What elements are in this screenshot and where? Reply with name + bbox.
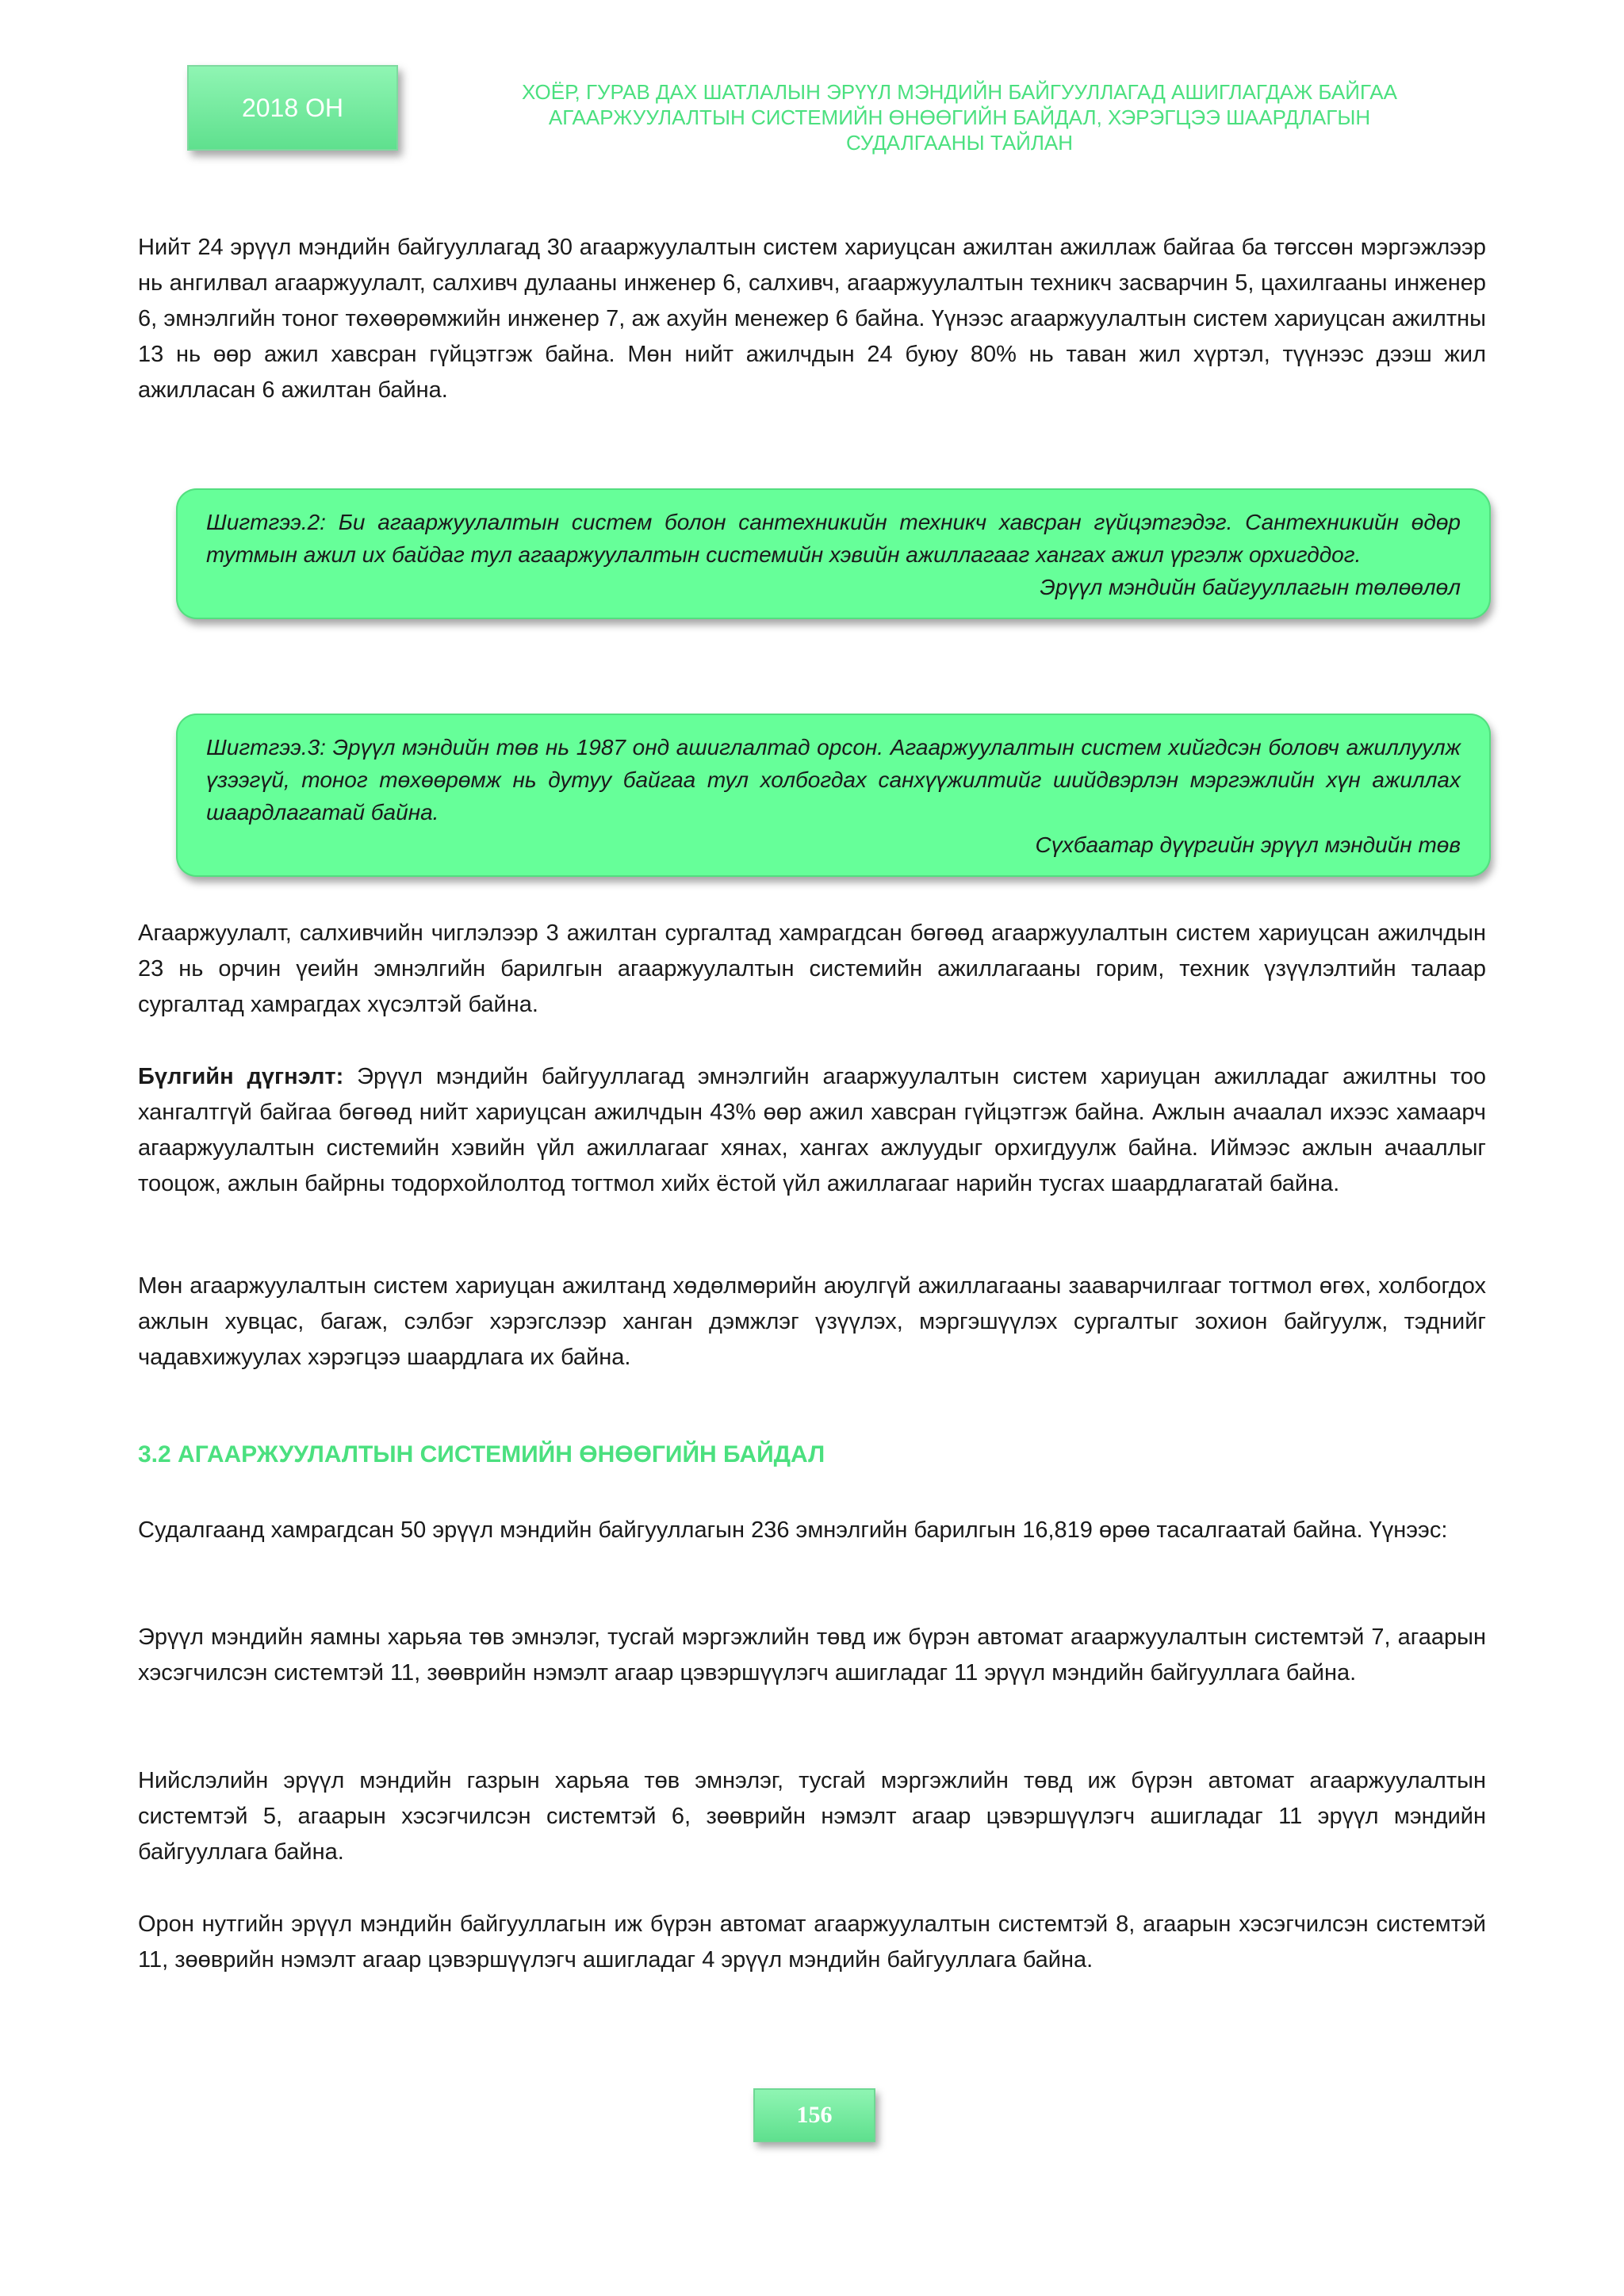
callout-3-quote: Шигтгээ.3: Эрүүл мэндийн төв нь 1987 онд ашиглалтад орсон. Агааржуулалтын систем хийгдсэн боловч ажиллуулж үзээгүй, тоног төхөөрөмж нь дутуу байгаа тул холбогдах санхүүжилтийг шийдвэрлэн мэргэжлийн хүн ажиллах шаардлагатай байна. xyxy=(206,735,1461,825)
header-title-line-3: СУДАЛГААНЫ ТАЙЛАН xyxy=(845,131,1074,155)
paragraph-survey-scope: Судалгаанд хамрагдсан 50 эрүүл мэндийн байгууллагын 236 эмнэлгийн барилгын 16,819 өрөө тасалгаатай байна. Үүнээс: xyxy=(138,1517,1448,1543)
header-title-line-1: ХОЁР, ГУРАВ ДАХ ШАТЛАЛЫН ЭРҮҮЛ МЭНДИЙН БАЙГУУЛЛАГАД АШИГЛАГДАЖ БАЙГАА xyxy=(522,80,1397,104)
year-badge: 2018 ОН xyxy=(187,65,398,151)
paragraph-capital-hospitals: Нийслэлийн эрүүл мэндийн газрын харьяа төв эмнэлэг, тусгай мэргэжлийн төвд иж бүрэн автомат агааржуулалтын системтэй 5, агаарын хэсэгчилсэн системтэй 6, зөөврийн нэмэлт агаар цэвэршүүлэгч ашигладаг 11 эрүүл мэндийн байгууллага байна. xyxy=(138,1768,1486,1865)
header-title-line-2: АГААРЖУУЛАЛТЫН СИСТЕМИЙН ӨНӨӨГИЙН БАЙДАЛ, ХЭРЭГЦЭЭ ШААРДЛАГЫН xyxy=(548,105,1371,129)
conclusion-text: Эрүүл мэндийн байгууллагад эмнэлгийн агааржуулалтын систем хариуцан ажилладаг ажилтны тоо хангалтгүй байгаа бөгөөд нийт хариуцсан ажилчдын 43% өөр ажил хавсран гүйцэтгэж байна. Ажлын ачаалал ихээс хамаарч агааржуулалтын системийн хэвийн үйл ажиллагааг хянах, хангах ажлуудыг орхигдуулж байна. Иймээс ажлын ачааллыг тооцож, ажлын байрны тодорхойлолтод тогтмол хийх ёстой үйл ажиллагааг нарийн тусгах шаардлагатай байна. xyxy=(138,1064,1486,1196)
paragraph-staff-overview: Нийт 24 эрүүл мэндийн байгууллагад 30 агааржуулалтын систем хариуцсан ажилтан ажиллаж байгаа ба төгссөн мэргэжлээр нь ангилвал агааржуулалт, салхивч дулааны инженер 6, салхивч, агааржуулалтын техникч засварчин 5, цахилгааны инженер 6, эмнэлгийн тоног төхөөрөмжийн инженер 7, аж ахуйн менежер 6 байна. Үүнээс агааржуулалтын систем хариуцсан ажилтны 13 нь өөр ажил хавсран гүйцэтгэж байна. Мөн нийт ажилчдын 24 буюу 80% нь таван жил хүртэл, түүнээс дээш жил ажилласан 6 ажилтан байна. xyxy=(138,235,1486,403)
paragraph-ministry-hospitals: Эрүүл мэндийн яамны харьяа төв эмнэлэг, тусгай мэргэжлийн төвд иж бүрэн автомат агааржуулалтын системтэй 7, агаарын хэсэгчилсэн системтэй 11, зөөврийн нэмэлт агаар цэвэршүүлэгч ашигладаг 11 эрүүл мэндийн байгууллага байна. xyxy=(138,1624,1486,1686)
callout-2-source: Эрүүл мэндийн байгууллагын төлөөлөл xyxy=(1040,575,1461,599)
conclusion-label: Бүлгийн дүгнэлт: xyxy=(138,1064,344,1089)
callout-box-2 xyxy=(176,488,1491,619)
paragraph-group-conclusion xyxy=(138,1059,1486,1202)
section-heading: 3.2 АГААРЖУУЛАЛТЫН СИСТЕМИЙН ӨНӨӨГИЙН БАЙДАЛ xyxy=(138,1441,825,1468)
paragraph-training: Агааржуулалт, салхивчийн чиглэлээр 3 ажилтан сургалтад хамрагдсан бөгөөд агааржуулалтын систем хариуцсан ажилчдын 23 нь орчин үеийн эмнэлгийн барилгын агааржуулалтын системийн ажиллагааны горим, техник үзүүлэлтийн талаар сургалтад хамрагдах хүсэлтэй байна. xyxy=(138,920,1486,1017)
paragraph-local-organizations: Орон нутгийн эрүүл мэндийн байгууллагын иж бүрэн автомат агааржуулалтын системтэй 8, агаарын хэсэгчилсэн системтэй 11, зөөврийн нэмэлт агаар цэвэршүүлэгч ашигладаг 4 эрүүл мэндийн байгууллага байна. xyxy=(138,1911,1486,1973)
callout-box-3 xyxy=(176,714,1491,877)
report-header-title xyxy=(444,79,1475,155)
callout-3-source: Сүхбаатар дүүргийн эрүүл мэндийн төв xyxy=(1035,832,1461,857)
callout-2-quote: Шигтгээ.2: Би агааржуулалтын систем болон сантехникийн техникч хавсран гүйцэтгэдэг. Сантехникийн өдөр тутмын ажил их байдаг тул агааржуулалтын системийн хэвийн ажиллагааг хангах ажил үргэлж орхигддог. xyxy=(206,510,1461,567)
paragraph-safety-support: Мөн агааржуулалтын систем хариуцан ажилтанд хөдөлмөрийн аюулгүй ажиллагааны зааварчилгааг тогтмол өгөх, холбогдох ажлын хувцас, багаж, сэлбэг хэрэгслээр ханган дэмжлэг үзүүлэх, мэргэшүүлэх сургалтыг зохион байгуулж, тэднийг чадавхижуулах хэрэгцээ шаардлага их байна. xyxy=(138,1273,1486,1370)
page-number: 156 xyxy=(753,2088,875,2142)
